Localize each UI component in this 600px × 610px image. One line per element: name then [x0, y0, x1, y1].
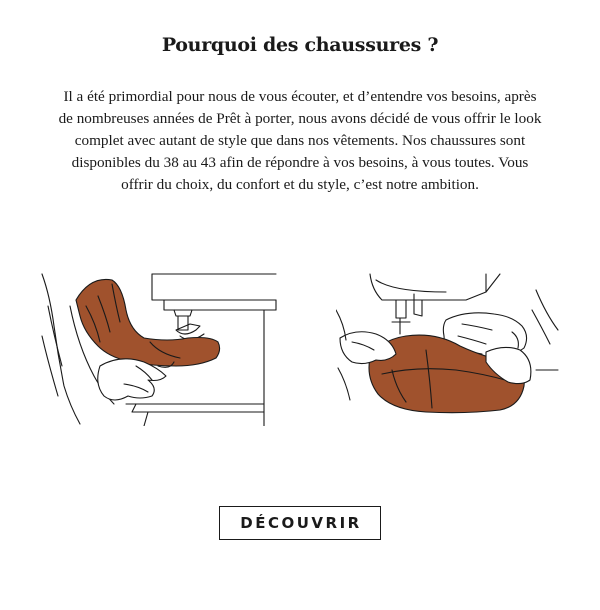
intro-line: offrir du choix, du confort et du style, c’est notre ambition. [121, 176, 479, 193]
section-title: Pourquoi des chaussures ? [161, 34, 439, 56]
intro-line: Il a été primordial pour nous de vous écouter, et d’entendre vos besoins, après [63, 88, 537, 105]
discover-button[interactable]: DÉCOUVRIR [219, 506, 381, 540]
intro-line: complet avec autant de style que dans nos vêtements. Nos chaussures sont [74, 132, 526, 149]
intro-paragraph [52, 86, 548, 196]
intro-line: de nombreuses années de Prêt à porter, nous avons décidé de vous offrir le look [58, 110, 542, 127]
shoe-stitching-illustration [336, 270, 560, 420]
intro-line: disponibles du 38 au 43 afin de répondre à vos besoins, à vous toutes. Vous [71, 154, 529, 171]
boot-sewing-illustration [40, 266, 280, 426]
